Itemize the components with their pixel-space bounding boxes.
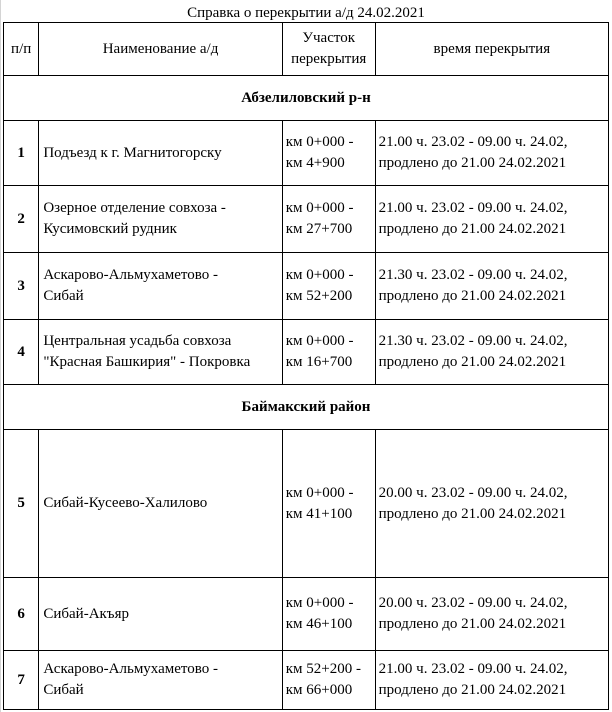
header-name: Наименование а/д <box>39 23 282 76</box>
header-section-line1: Участок <box>302 30 356 46</box>
district-name: Баймакский район <box>4 385 609 430</box>
header-time: время перекрытия <box>375 23 608 76</box>
closure-time: 21.30 ч. 23.02 - 09.00 ч. 24.02, продлено до 21.00 24.02.2021 <box>375 320 608 385</box>
table-row <box>4 253 609 320</box>
road-name: Аскарово-Альмухаметово - Сибай <box>39 651 282 710</box>
road-section: км 0+000 - км 4+900 <box>282 121 375 186</box>
closure-time: 21.30 ч. 23.02 - 09.00 ч. 24.02, продлено до 21.00 24.02.2021 <box>375 253 608 320</box>
road-section: км 0+000 - км 41+100 <box>282 430 375 578</box>
document-title: Справка о перекрытии а/д 24.02.2021 <box>187 5 425 21</box>
district-name: Абзелиловский р-н <box>4 76 609 121</box>
closure-table <box>3 22 609 710</box>
road-name: Центральная усадьба совхоза "Красная Башкирия" - Покровка <box>39 320 282 385</box>
table-row <box>4 430 609 578</box>
district-row <box>4 76 609 121</box>
closure-time: 21.00 ч. 23.02 - 09.00 ч. 24.02, продлено до 21.00 24.02.2021 <box>375 651 608 710</box>
header-num: п/п <box>4 23 39 76</box>
row-number: 1 <box>4 121 39 186</box>
table-row <box>4 320 609 385</box>
row-number: 6 <box>4 578 39 651</box>
road-section: км 0+000 - км 46+100 <box>282 578 375 651</box>
header-row <box>4 23 609 76</box>
closure-time: 20.00 ч. 23.02 - 09.00 ч. 24.02, продлено до 21.00 24.02.2021 <box>375 578 608 651</box>
road-section: км 0+000 - км 27+700 <box>282 186 375 253</box>
road-name: Озерное отделение совхоза - Кусимовский рудник <box>39 186 282 253</box>
header-section-line2: перекрытия <box>291 51 367 67</box>
road-name: Аскарово-Альмухаметово - Сибай <box>39 253 282 320</box>
table-row <box>4 186 609 253</box>
closure-time: 21.00 ч. 23.02 - 09.00 ч. 24.02, продлено до 21.00 24.02.2021 <box>375 186 608 253</box>
row-number: 2 <box>4 186 39 253</box>
row-number: 3 <box>4 253 39 320</box>
header-section <box>282 23 375 76</box>
row-number: 5 <box>4 430 39 578</box>
district-row <box>4 385 609 430</box>
road-name: Подъезд к г. Магнитогорску <box>39 121 282 186</box>
closure-time: 20.00 ч. 23.02 - 09.00 ч. 24.02, продлено до 21.00 24.02.2021 <box>375 430 608 578</box>
row-number: 4 <box>4 320 39 385</box>
row-number: 7 <box>4 651 39 710</box>
road-name: Сибай-Акъяр <box>39 578 282 651</box>
road-section: км 0+000 - км 16+700 <box>282 320 375 385</box>
table-row <box>4 121 609 186</box>
road-section: км 52+200 - км 66+000 <box>282 651 375 710</box>
road-section: км 0+000 - км 52+200 <box>282 253 375 320</box>
road-name: Сибай-Кусеево-Халилово <box>39 430 282 578</box>
table-row <box>4 651 609 710</box>
table-row <box>4 578 609 651</box>
closure-time: 21.00 ч. 23.02 - 09.00 ч. 24.02, продлено до 21.00 24.02.2021 <box>375 121 608 186</box>
